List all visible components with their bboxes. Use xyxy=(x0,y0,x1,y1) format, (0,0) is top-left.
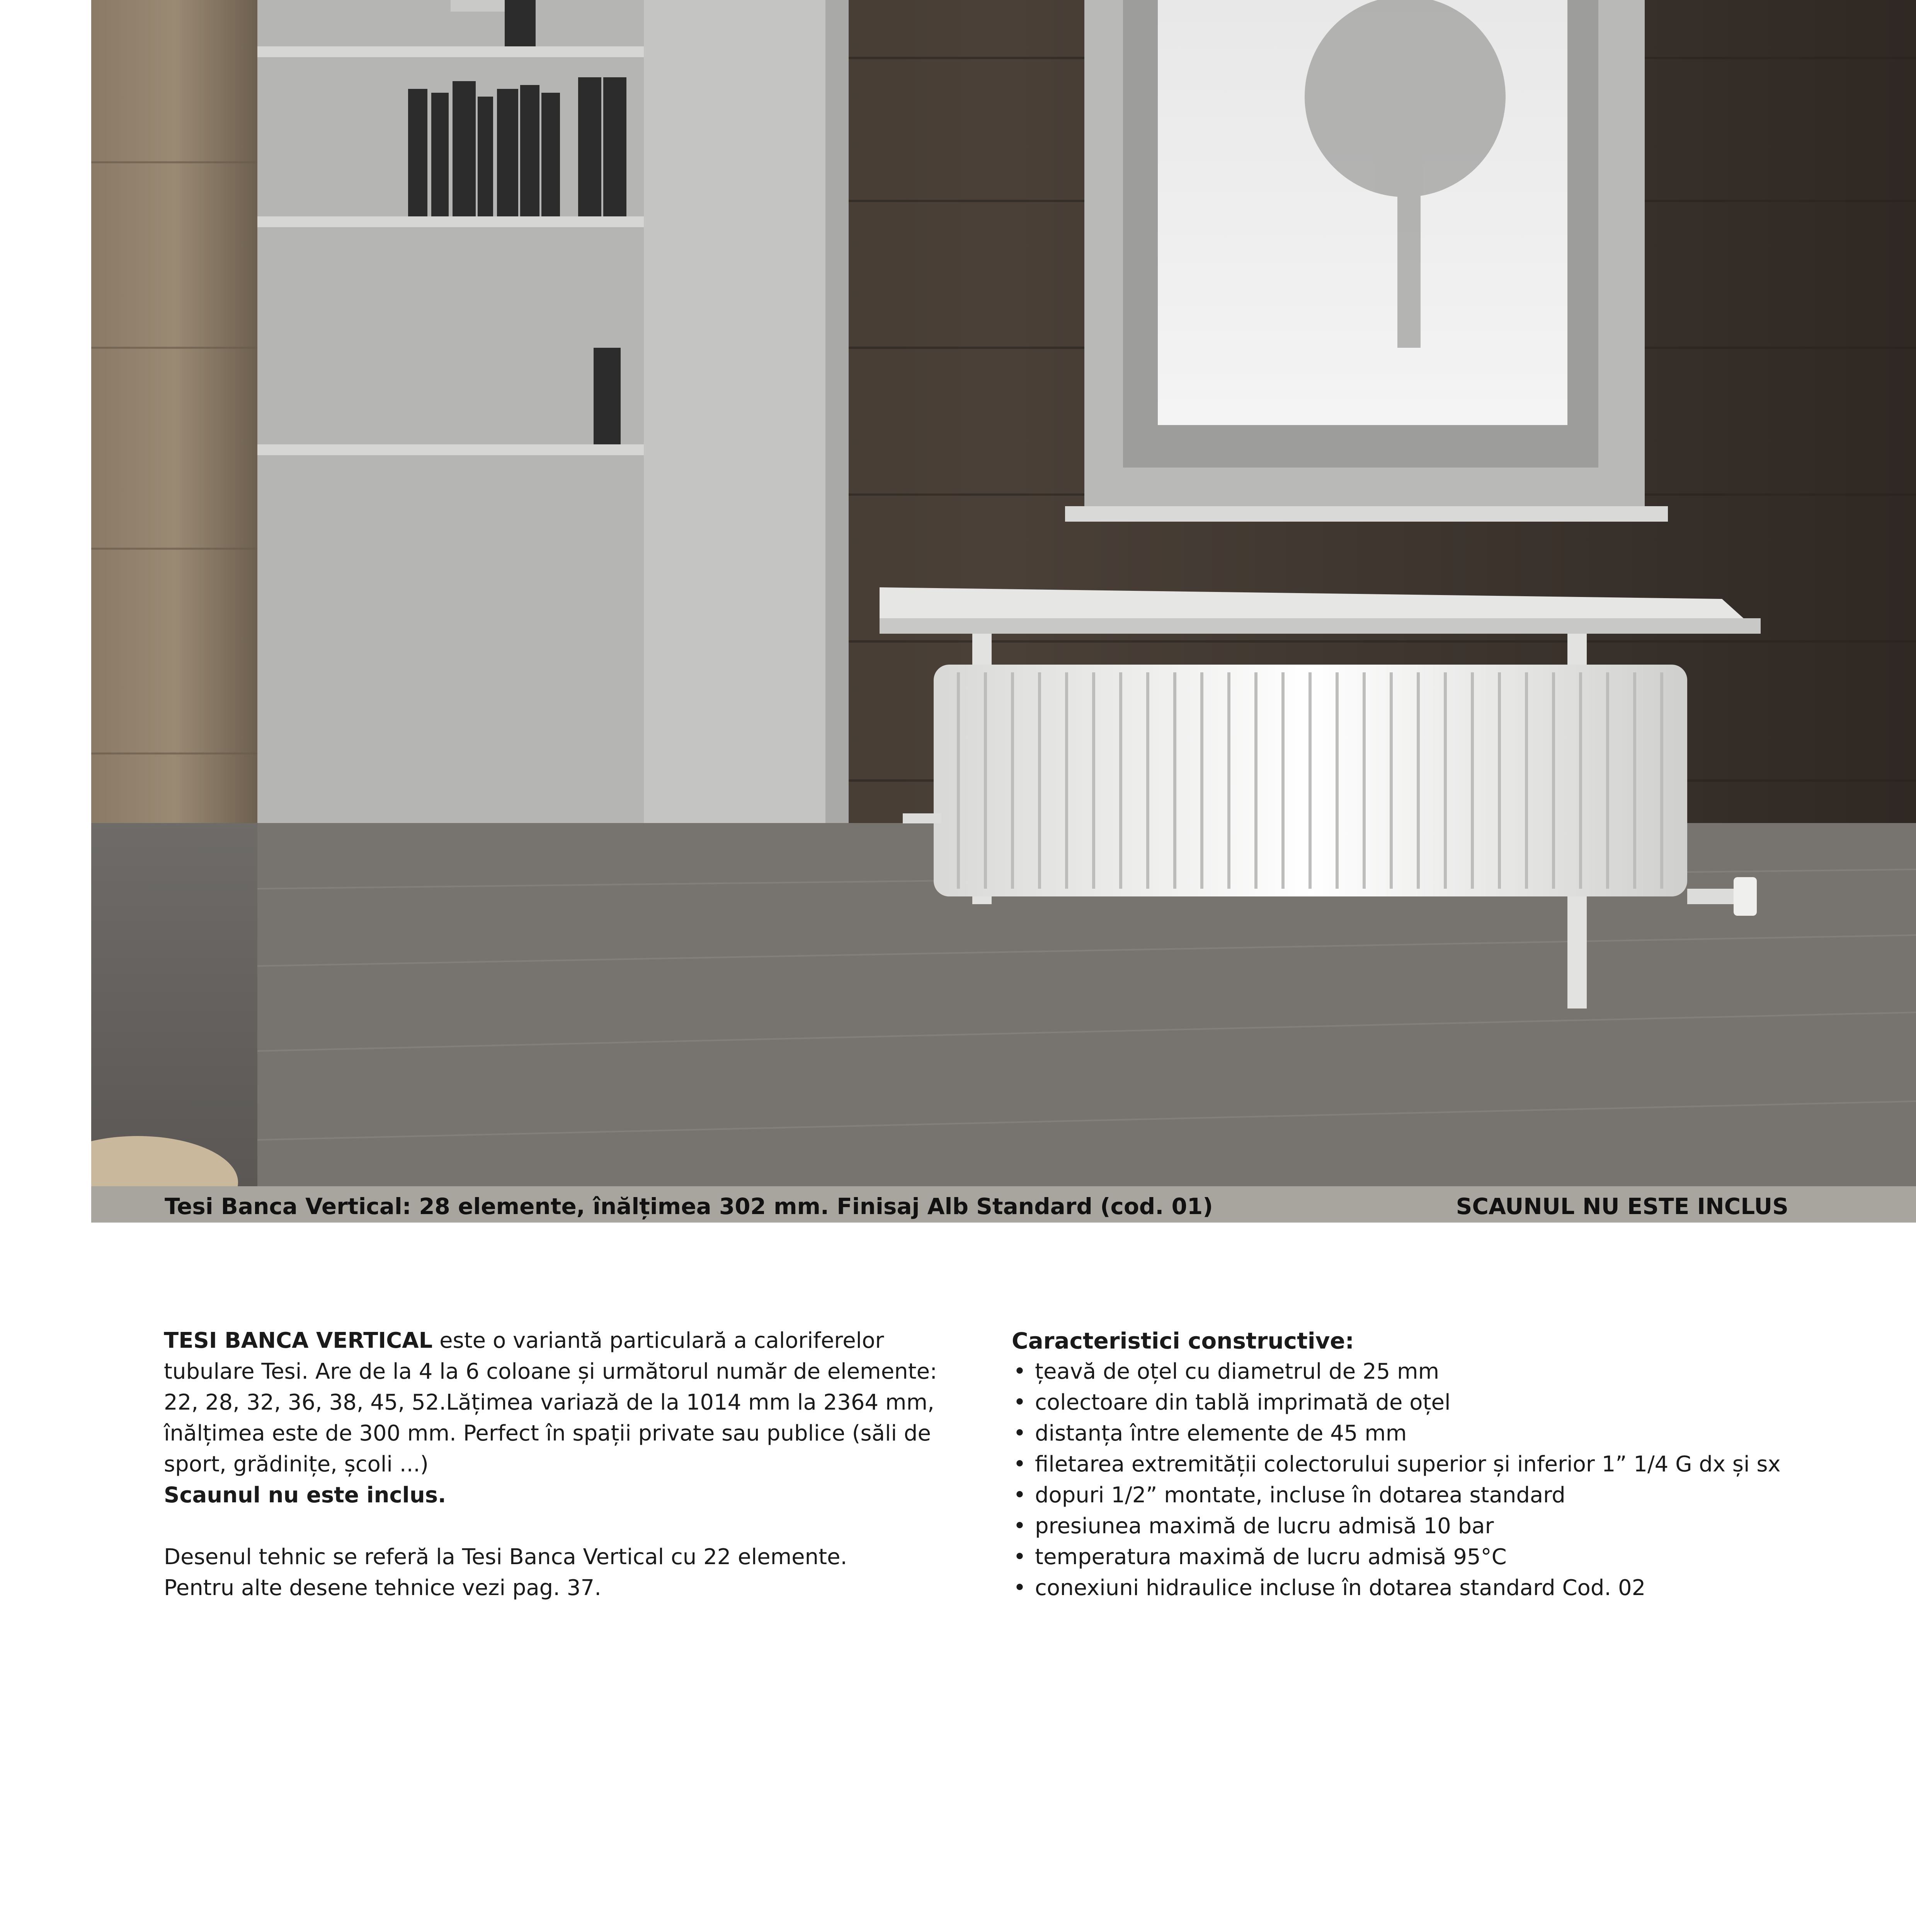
list-item: • dopuri 1/2” montate, incluse în dotarea standard xyxy=(1012,1480,1877,1511)
photo-caption: Tesi Banca Vertical: 28 elemente, înălțimea 302 mm. Finisaj Alb Standard (cod. 01) xyxy=(165,1193,1213,1219)
product-description xyxy=(164,1325,952,1604)
list-item: • distanța între elemente de 45 mm xyxy=(1012,1418,1877,1449)
bench-not-included-note: SCAUNUL NU ESTE INCLUS xyxy=(1456,1193,1788,1219)
product-photo xyxy=(91,0,1916,1186)
bench-note: Scaunul nu este inclus. xyxy=(164,1483,446,1508)
other-drawings-reference: Pentru alte desene tehnice vezi pag. 37. xyxy=(164,1575,601,1600)
list-item: • presiunea maximă de lucru admisă 10 bar xyxy=(1012,1511,1877,1542)
list-item: • temperatura maximă de lucru admisă 95°C xyxy=(1012,1542,1877,1573)
description-paragraph xyxy=(164,1325,952,1480)
product-name: TESI BANCA VERTICAL xyxy=(164,1328,433,1353)
list-item: • filetarea extremității colectorului superior și inferior 1” 1/4 G dx și sx xyxy=(1012,1449,1877,1480)
list-item: • țeavă de oțel cu diametrul de 25 mm xyxy=(1012,1356,1877,1387)
characteristics-section xyxy=(1012,1325,1877,1604)
characteristics-list xyxy=(1012,1356,1877,1604)
description-body: este o variantă particulară a caloriferelor tubulare Tesi. Are de la 4 la 6 coloane și următorul număr de elemente: 22, 28, 32, 36, 38, 45, 52.Lățimea variază de la 1014 mm la 2364 mm, înălțimea este de 300 mm. Perfect în spații private sau publice (săli de sport, grădinițe, școli ...) xyxy=(164,1328,937,1477)
list-item: • conexiuni hidraulice incluse în dotarea standard Cod. 02 xyxy=(1012,1573,1877,1604)
photo-caption-bar xyxy=(91,1186,1916,1223)
drawing-reference: Desenul tehnic se referă la Tesi Banca Vertical cu 22 elemente. xyxy=(164,1544,847,1570)
characteristics-title: Caracteristici constructive: xyxy=(1012,1328,1354,1354)
list-item: • colectoare din tablă imprimată de oțel xyxy=(1012,1387,1877,1418)
